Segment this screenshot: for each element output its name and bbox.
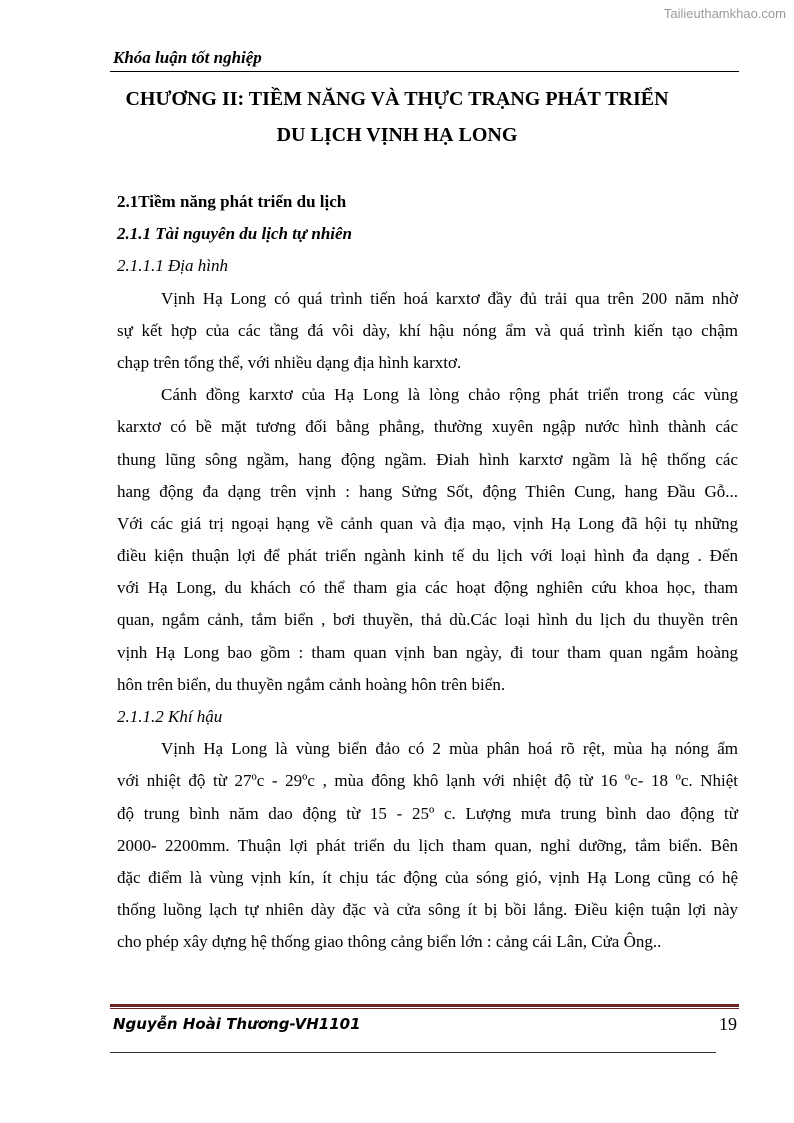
text-line: Với các giá trị ngoại hạng về cảnh quan và địa mạo, vịnh Hạ Long đã hội tụ những [117, 513, 738, 533]
text-line: đặc điểm là vùng vịnh kín, ít chịu tác động của sóng gió, vịnh Hạ Long cũng có hệ [117, 867, 738, 887]
body-text [117, 186, 738, 959]
bottom-rule [110, 1052, 716, 1053]
section-heading: 2.1.1 Tài nguyên du lịch tự nhiên [117, 224, 353, 244]
footer-rule [110, 1004, 739, 1007]
running-header: Khóa luận tốt nghiệp [113, 48, 262, 67]
section-heading: 2.1.1.2 Khí hậu [117, 707, 223, 726]
text-line: karxtơ có bề mặt tương đối bằng phẳng, thường xuyên ngập nước hình thành các [117, 417, 738, 437]
text-line: sự kết hợp của các tầng đá vôi dày, khí hậu nóng ẩm và quá trình kiến tạo chậm [117, 320, 738, 340]
text-line: vịnh Hạ Long bao gồm : tham quan vịnh ban ngày, đi tour tham quan ngắm hoàng [117, 642, 738, 662]
text-line: với Hạ Long, du khách có thể tham gia các hoạt động nghiên cứu khoa học, tham [117, 578, 738, 598]
section-heading: 2.1.1.1 Địa hình [117, 256, 228, 276]
text-line: Vịnh Hạ Long là vùng biển đảo có 2 mùa phân hoá rõ rệt, mùa hạ nóng ẩm [161, 739, 738, 759]
text-line: chạp trên tổng thể, với nhiều dạng địa hình karxtơ. [117, 352, 462, 372]
text-line: Vịnh Hạ Long có quá trình tiến hoá karxtơ đầy đủ trải qua trên 200 năm nhờ [161, 288, 738, 308]
section-heading: 2.1Tiềm năng phát triển du lịch [117, 192, 347, 211]
chapter-title-line-2: DU LỊCH VỊNH HẠ LONG [276, 124, 518, 146]
text-line: quan, ngắm cảnh, tắm biển , bơi thuyền, thả dù.Các loại hình du lịch du thuyền trên [117, 610, 738, 630]
text-line: 2000- 2200mm. Thuận lợi phát triển du lịch tham quan, nghỉ dưỡng, tắm biển. Bên [117, 835, 738, 855]
footer-rule-thin [110, 1008, 739, 1009]
text-line: thung lũng sông ngầm, hang động ngầm. Điah hình karxtơ ngầm là hệ thống các [117, 449, 738, 469]
header-rule [110, 71, 739, 72]
page-number: 19 [719, 1014, 737, 1034]
chapter-title-line-1: CHƯƠNG II: TIỀM NĂNG VÀ THỰC TRẠNG PHÁT TRIỂN [125, 88, 669, 110]
footer-author: Nguyễn Hoài Thương-VH1101 [113, 1015, 361, 1033]
text-line: độ trung bình năm dao động từ 15 - 25º c. Lượng mưa trung bình dao động từ [117, 803, 738, 823]
text-line: Cánh đồng karxtơ của Hạ Long là lòng chảo rộng phát triển trong các vùng [161, 385, 738, 405]
text-line: điều kiện thuận lợi để phát triển ngành kinh tế du lịch với loại hình đa dạng . Đến [117, 546, 738, 566]
text-line: cho phép xây dựng hệ thống giao thông cảng biển lớn : cảng cái Lân, Cửa Ông.. [117, 932, 662, 952]
text-line: thống luồng lạch tự nhiên dày đặc và cửa sông ít bị bồi lắng. Điều kiện tuận lợi này [117, 900, 738, 920]
text-line: hang động đa dạng trên vịnh : hang Sửng Sốt, động Thiên Cung, hang Đầu Gỗ... [117, 481, 738, 501]
text-line: hôn trên biển, du thuyền ngắm cảnh hoàng hôn trên biển. [117, 674, 506, 694]
watermark: Tailieuthamkhao.com [663, 6, 786, 21]
text-line: với nhiệt độ từ 27ºc - 29ºc , mùa đông khô lạnh với nhiệt độ từ 16 ºc- 18 ºc. Nhiệt [117, 771, 738, 791]
